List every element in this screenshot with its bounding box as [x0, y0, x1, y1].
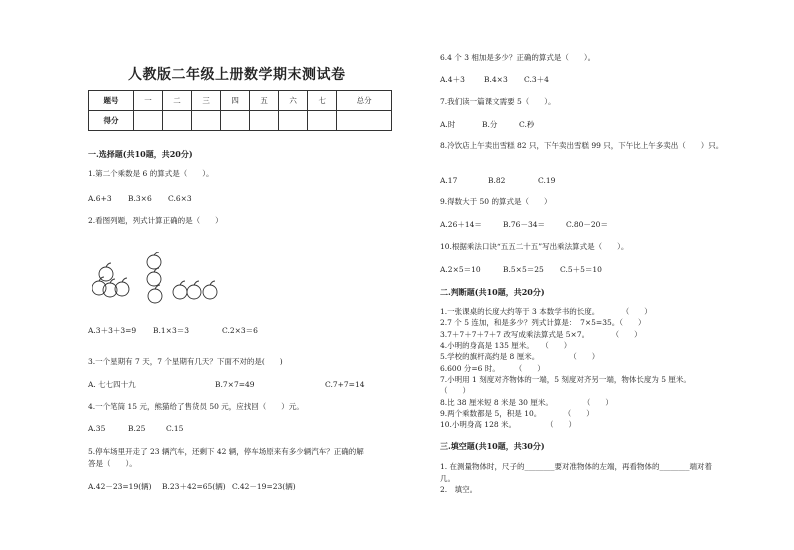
judge-5: 5.学校的旗杆高约是 8 厘米。 （ ）: [440, 352, 600, 361]
question-6: 6.4 个 3 相加是多少？正确的算式是（ ）。: [440, 53, 596, 62]
q3-option-b[interactable]: B.7×7=49: [215, 380, 255, 389]
fill-1-line2: 几。: [440, 474, 455, 483]
judge-7-line2: （ ）: [440, 386, 470, 395]
apple-icon: [147, 252, 161, 269]
score-label-cell: 得分: [89, 111, 134, 131]
fill-1-line1: 1. 在测量物体时，尺子的________要对准物体的左端，再看物体的________端对着: [440, 462, 713, 471]
q6-option-a[interactable]: A.4＋3: [440, 75, 465, 84]
header-cell: 二: [163, 91, 192, 111]
apple-icon: [173, 281, 187, 299]
question-10: 10.根据乘法口诀“五五二十五”写出乘法算式是（ ）。: [440, 242, 629, 251]
score-table-header-row: [89, 91, 392, 111]
q9-option-c[interactable]: C.80－20＝: [566, 220, 608, 229]
fill-2: 2. 填空。: [440, 485, 478, 494]
header-cell: 一: [134, 91, 163, 111]
score-cell[interactable]: [192, 111, 221, 131]
judge-2: 2.7 个 5 连加，和是多少？列式计算是： 7×5=35。（ ）: [440, 318, 646, 327]
header-cell: 题号: [89, 91, 134, 111]
judge-10: 10.小明身高 128 米。 （ ）: [440, 420, 577, 429]
q8-option-b[interactable]: B.82: [488, 176, 506, 185]
question-9: 9.得数大于 50 的算式是（ ）: [440, 197, 552, 206]
q8-option-c[interactable]: C.19: [538, 176, 556, 185]
section-judge-heading: 二.判断题(共10题，共20分): [440, 287, 545, 297]
page-title: 人教版二年级上册数学期末测试卷: [128, 67, 346, 83]
question-4: 4.一个笔筒 15 元，熊猫给了售货员 50 元，应找回（ ）元。: [88, 402, 304, 411]
header-cell: 六: [279, 91, 308, 111]
score-table-score-row: [89, 111, 392, 131]
judge-3: 3.7＋7＋7＋7＋7 改写成乘法算式是 5×7。 （ ）: [440, 330, 642, 339]
question-8: 8.冷饮店上午卖出雪糕 82 只，下午卖出雪糕 99 只，下午比上午多卖出（ ）只。: [440, 141, 724, 150]
section-choice-heading: 一.选择题(共10题，共20分): [88, 149, 193, 159]
q1-option-a[interactable]: A.6+3: [88, 194, 112, 203]
score-cell[interactable]: [163, 111, 192, 131]
q10-option-c[interactable]: C.5＋5＝10: [560, 265, 602, 274]
question-1: 1.第二个乘数是 6 的算式是（ ）。: [88, 169, 214, 178]
header-cell: 四: [221, 91, 250, 111]
question-3: 3.一个星期有 7 天，7 个星期有几天？下面不对的是( ): [88, 357, 283, 366]
q4-option-c[interactable]: C.15: [166, 424, 184, 433]
q1-option-b[interactable]: B.3×6: [128, 194, 152, 203]
q1-option-c[interactable]: C.6×3: [168, 194, 192, 203]
judge-1: 1.一张课桌的长度大约等于 3 本数学书的长度。 （ ）: [440, 307, 652, 316]
q6-option-c[interactable]: C.3＋4: [524, 75, 549, 84]
score-cell[interactable]: [134, 111, 163, 131]
q7-option-c[interactable]: C.秒: [519, 120, 535, 129]
q3-option-c[interactable]: C.7+7=14: [325, 380, 365, 389]
q5-option-a[interactable]: A.42－23=19(辆): [88, 482, 152, 491]
q8-option-a[interactable]: A.17: [440, 176, 458, 185]
question-5-line2: 答是（ ）。: [88, 459, 137, 468]
q9-option-a[interactable]: A.26＋14＝: [440, 220, 482, 229]
judge-8: 8.比 38 厘米短 8 米是 30 厘米。 （ ）: [440, 398, 613, 407]
judge-6: 6.600 分=6 时。 （ ）: [440, 364, 545, 373]
header-cell: 七: [308, 91, 337, 111]
score-cell[interactable]: [250, 111, 279, 131]
judge-7-line1: 7.小明用 1 刻度对齐物体的一端，5 刻度对齐另一端，物体长度为 5 厘米。: [440, 375, 691, 384]
q7-option-b[interactable]: B.分: [482, 120, 498, 129]
q10-option-a[interactable]: A.2×5＝10: [440, 265, 481, 274]
q4-option-a[interactable]: A.35: [88, 424, 106, 433]
score-cell[interactable]: [279, 111, 308, 131]
q5-option-b[interactable]: B.23＋42=65(辆): [162, 482, 226, 491]
judge-4: 4.小明的身高是 135 厘米。 （ ）: [440, 341, 572, 350]
fruit-illustration: [92, 252, 232, 312]
apple-icon: [187, 281, 201, 299]
apple-icon: [203, 281, 217, 299]
apple-icon: [147, 268, 161, 286]
q2-option-c[interactable]: C.2×3＝6: [222, 326, 258, 335]
question-5-line1: 5.停车场里开走了 23 辆汽车，还剩下 42 辆，停车场原来有多少辆汽车？正确的解: [88, 447, 364, 456]
q9-option-b[interactable]: B.76－34＝: [503, 220, 545, 229]
header-cell: 总分: [337, 91, 392, 111]
judge-9: 9.两个乘数都是 5，积是 10。 （ ）: [440, 409, 594, 418]
question-7: 7.我们读一篇课文需要 5（ ）。: [440, 97, 556, 106]
score-table: [88, 90, 392, 131]
score-cell[interactable]: [308, 111, 337, 131]
question-2: 2.看图列题，列式计算正确的是（ ）: [88, 216, 223, 225]
q10-option-b[interactable]: B.5×5＝25: [503, 265, 544, 274]
section-fill-heading: 三.填空题(共10题，共30分): [440, 441, 545, 451]
q5-option-c[interactable]: C.42－19=23(辆): [232, 482, 296, 491]
score-cell[interactable]: [337, 111, 392, 131]
q2-option-a[interactable]: A.3＋3＋3=9: [88, 326, 137, 335]
apple-icon: [148, 285, 162, 303]
apple-icon: [115, 278, 129, 296]
q3-option-a[interactable]: A. 七七四十九: [88, 380, 136, 389]
q6-option-b[interactable]: B.4×3: [484, 75, 508, 84]
q2-option-b[interactable]: B.1×3＝3: [153, 326, 189, 335]
score-cell[interactable]: [221, 111, 250, 131]
q7-option-a[interactable]: A.时: [440, 120, 456, 129]
header-cell: 三: [192, 91, 221, 111]
header-cell: 五: [250, 91, 279, 111]
q4-option-b[interactable]: B.25: [128, 424, 146, 433]
